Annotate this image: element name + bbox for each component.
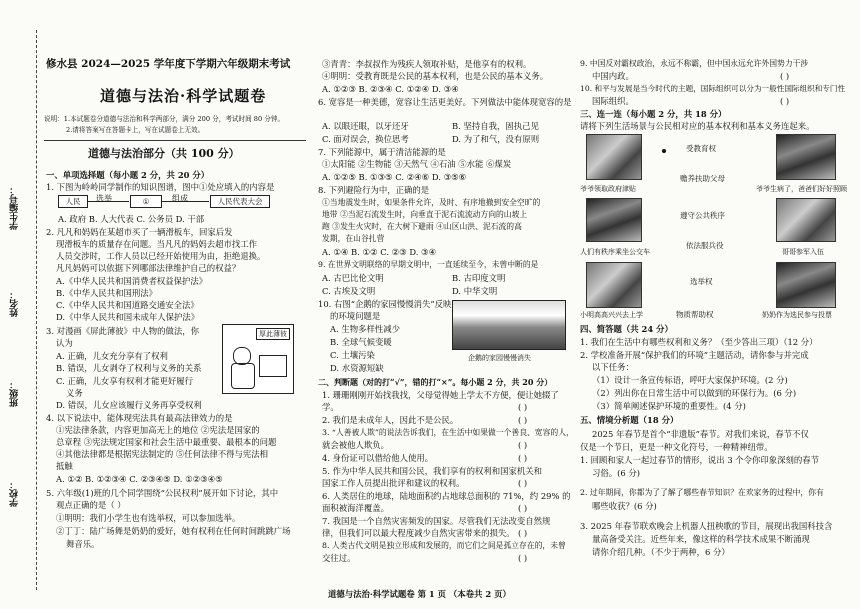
judge-10-paren: ( ) <box>780 96 790 106</box>
note-1: 说明：1.本试题卷分道德与法治和科学两部分，满分 200 分，考试时间 80 分钟。 <box>44 115 285 123</box>
p5-q1-line-1: 1. 回顾和家人一起过春节的情形，说出 3 个令你印象深刻的春节 <box>580 455 820 465</box>
q8-line-4: 发期，在山谷扎营 <box>322 234 385 243</box>
right-5: 选举权 <box>690 277 713 286</box>
q2-option-c: C.《中华人民共和国道路交通安全法》 <box>56 300 199 310</box>
judge-10a: 10. 和平与发展是当今时代的主题，国际组织可以分为一般性国际组织和专门性 <box>580 84 846 93</box>
p4-q2-line-1: 2. 学校准备开展“保护我们的环境”主题活动，请你参与并完成 <box>580 350 809 360</box>
q3-option-a: A. 正确，儿女充分享有了权利 <box>56 351 168 361</box>
q2-option-b: B.《中华人民共和国刑法》 <box>56 288 157 298</box>
judge-6b: 面积被海洋覆盖。 <box>322 503 389 513</box>
class-label: 班级： <box>10 380 20 407</box>
q3-option-c: C. 正确，儿女享有权利才能更好履行 <box>56 376 194 386</box>
p5-q2-line-2: 哪些收获？(6 分) <box>592 501 657 511</box>
q7-stem: 7. 下列能源中，属于清洁能源的是 <box>318 147 446 157</box>
penguin-caption: 企鹅的家园慢慢消失 <box>468 354 531 362</box>
scene-photo-1 <box>586 134 642 180</box>
q6-stem: 6. 宽容是一种美德，宽容让生活更美好。下列做法中能体现宽容的是 <box>318 97 572 107</box>
q4-line-1: 4. 以下说法中，能体现宪法具有最高法律效力的是 <box>46 413 233 423</box>
p4-task-3: （3）简单阐述保护环境的重要性。(4 分) <box>592 401 746 411</box>
judge-1a: 1. 珊珊刚刚开始找我找，父母觉得她上学太不方便，便让她辍了 <box>322 390 559 400</box>
q3-cartoon <box>222 324 294 394</box>
q4-line-5: 抵触 <box>56 461 73 471</box>
q9-option-a: A. 古巴比伦文明 <box>322 273 384 283</box>
q2-option-a: A.《中华人民共和国消费者权益保护法》 <box>56 276 208 286</box>
judge-9-paren: ( ) <box>780 71 790 81</box>
q3-cartoon-title: 厚此薄彼 <box>256 328 290 340</box>
right-2: 赡养扶助父母 <box>680 174 725 183</box>
judge-5b: 国家工作人员提出批评和建议的权利。 <box>322 478 465 488</box>
judge-10b: 国际组织。 <box>592 96 634 106</box>
judge-3-paren: ( ) <box>518 440 528 450</box>
judge-8b: 交往过。 <box>322 553 356 563</box>
judge-8-paren: ( ) <box>518 553 528 563</box>
connect-dot <box>662 149 666 153</box>
q5-cont-2: ④明明：受教育既是公民的基本权利，也是公民的基本义务。 <box>322 71 549 81</box>
cartoon-table <box>259 355 287 377</box>
caption-6: 奶奶作为选民参与投票 <box>762 311 832 319</box>
name-label: 姓名： <box>10 290 20 317</box>
judge-2: 2. 我们是未成年人，因此不是公民。 <box>322 415 459 425</box>
q4-line-4: ④其他法律都是根据宪法制定的 ⑤任何法律不得与宪法相 <box>56 449 269 459</box>
caption-1: 爷爷领取政府津贴 <box>580 185 636 193</box>
p4-task-1: （1）设计一条宣传标语，呼吁大家保护环境。(2 分) <box>592 375 788 385</box>
judge-9b: 中国内政。 <box>592 71 634 81</box>
page-footer: 道德与法治·科学试题卷 第 1 页 （本卷共 2 页） <box>328 589 511 599</box>
q5-cont-1: ③青青：李叔叔作为残疾人领取补贴，是他享有的权利。 <box>322 59 532 69</box>
q1-box-people: 人民 <box>58 195 88 208</box>
q9-option-d: D. 中华文明 <box>452 286 498 296</box>
p5-q2-line-1: 2. 过年期间，你都为了了解了哪些春节知识？在欢家务的过程中，你有 <box>580 488 824 497</box>
q6-option-c: C. 面对误会，换位思考 <box>322 134 409 144</box>
p5-q3-line-2: 量高备受关注。近些年来，像这样的科学技术成果不断涌现 <box>592 534 810 544</box>
q4-line-2: ①宪法律条款，内容更加高无上的地位 ②宪法是国家的 <box>56 425 260 435</box>
judge-5-paren: ( ) <box>518 478 528 488</box>
judge-6a: 6. 人类居住的地球，陆地面积约占地球总面积的 71%，约 29% 的 <box>322 491 571 501</box>
q5-line-4: ②丁丁：陆广场舞是奶奶的爱好，她有权利在任何时间跳跳广场 <box>56 526 291 536</box>
q2-line-3: 人员交涉时，工作人员以已经开始使用为由，拒绝退换。 <box>56 251 266 261</box>
q5-line-2: 观点正确的是（ ） <box>56 500 126 510</box>
binding-dashed-line <box>36 30 37 590</box>
right-1: 受教育权 <box>686 144 716 153</box>
right-3: 遵守公共秩序 <box>680 211 725 220</box>
q3-option-d: D. 错误，儿女应该履行义务再享受权利 <box>56 400 202 410</box>
q3-option-b: B. 错误，儿女剥夺了权利与义务的关系 <box>56 363 202 373</box>
q10-option-a: A. 生物多样性减少 <box>330 324 400 334</box>
judge-4-paren: ( ) <box>518 453 528 463</box>
caption-5: 小明高高兴兴去上学 <box>580 311 643 319</box>
q8-options: A. ①④ B. ①② C. ②③ D. ③④ <box>322 247 437 257</box>
binding-strip <box>0 0 46 609</box>
q6-option-a: A. 以眼还眼，以牙还牙 <box>322 121 409 131</box>
p5-q1-line-2: 习俗。(6 分) <box>592 468 641 478</box>
judge-3b: 就会被他人欺负。 <box>322 440 389 450</box>
p5-intro-2: 仅是一个节日，更是一种文化符号，一种精神纽带。 <box>580 442 773 452</box>
q10-option-c: C. 土壤污染 <box>330 350 375 360</box>
part3-title: 三、连一连（每小题 2 分，共 18 分） <box>580 109 727 119</box>
cartoon-figure-body <box>231 363 255 389</box>
q2-line-2: 现滑板车的质量存在问题。当凡凡的妈妈去超市找工作 <box>56 239 257 249</box>
q3-line-1: 3. 对漫画《屏此薄彼》中人物的做法，你 <box>46 326 200 336</box>
q1-label-form: 组成 <box>172 194 188 203</box>
p5-q3-line-1: 3. 2025 年春节联欢晚会上机器人扭秧歌的节目，展现出我国科技含 <box>580 521 833 531</box>
q9-stem: 9. 在世界文明联络的早期文明中，一直延续至今，未曾中断的是 <box>318 260 539 269</box>
judge-4: 4. 身份证可以借给他人使用。 <box>322 453 434 463</box>
q10-option-b: B. 全球气候变暖 <box>330 337 392 347</box>
scene-photo-6 <box>776 262 836 308</box>
p4-task-2: （2）列出你在日常生活中可以做到的环保行为。(6 分) <box>592 388 797 398</box>
q8-line-2: 地带 ②当泥石流发生时，向垂直于泥石流流动方向的山坡上 <box>322 210 528 219</box>
header-divider <box>44 140 306 141</box>
q4-options: A. ①② B. ①②③④ C. ②③④⑤ D. ①②③④⑤ <box>56 474 223 484</box>
part4-title: 四、简答题（共 24 分） <box>580 324 673 334</box>
paper-title: 道德与法治·科学试题卷 <box>100 87 267 105</box>
q2-option-d: D.《中华人民共和国未成年人保护法》 <box>56 312 200 322</box>
caption-3: 人们有秩序乘坐公交车 <box>580 248 650 256</box>
q9-option-b: B. 古印度文明 <box>452 273 506 283</box>
p5-q3-line-3: 请你介绍几种。（不少于两种，6 分） <box>592 547 730 557</box>
q1-stem: 1. 下图为岭岭同学制作的知识图谱，图中①处应填入的内容是 <box>46 182 275 192</box>
q8-line-1: ①当地震发生时，如果条件允许，及时、有序地撤到安全空旷的 <box>322 198 541 207</box>
judge-6-paren: ( ) <box>518 503 528 513</box>
q6-option-b: B. 坚持自我，固执己见 <box>452 121 539 131</box>
judge-9a: 9. 中国反对霸权政治，永远不称霸，但中国永远允许外国势力干涉 <box>580 59 809 68</box>
right-6: 物质帮助权 <box>676 310 714 319</box>
q1-box-blank: ① <box>130 195 162 208</box>
q4-line-3: 总章程 ③宪法规定国家和社会生活中最重要、最根本的问题 <box>56 437 277 447</box>
scene-photo-5 <box>586 262 642 308</box>
judge-2-paren: ( ) <box>518 415 528 425</box>
student-no-label: 学生编号： <box>10 185 20 230</box>
judge-8a: 8. 人类古代文明是独立形成和发展的，而它们之间是孤立存在的，未曾 <box>322 541 566 550</box>
caption-4: 哥哥参军入伍 <box>782 248 824 256</box>
q2-line-1: 2. 凡凡和妈妈在某超市买了一辆滑板车，回家后发 <box>46 227 233 237</box>
q8-stem: 8. 下列避险行为中，正确的是 <box>318 185 430 195</box>
judge-7a: 7. 我国是一个自然灾害频发的国家。尽管我们无法改变自然规 <box>322 516 551 526</box>
judge-1-paren: ( ) <box>518 402 528 412</box>
q8-line-3: 跑 ③发生火灾时，在大树下避雨 ④山区山洪、泥石流的高 <box>322 222 522 231</box>
q7-items: ①太阳能 ②生物能 ③天然气 ④石油 ⑤水能 ⑥煤炭 <box>322 159 512 169</box>
scene-photo-2 <box>776 134 836 180</box>
p5-intro-1: 2025 年春节是首个“非遗版”春节。对我们来说，春节不仅 <box>592 429 809 439</box>
penguin-photo <box>452 300 566 350</box>
judge-7-paren: ( ) <box>518 528 528 538</box>
section-title: 道德与法治部分（共 100 分） <box>88 147 240 160</box>
judge-5a: 5. 作为中华人民共和国公民，我们享有的权利和国家机关和 <box>322 466 543 476</box>
part1-title: 一、单项选择题（每小题 2 分，共 20 分） <box>46 170 210 180</box>
p4-q2-line-2: 以下任务： <box>592 362 634 372</box>
q5-line-1: 5. 六年级(1)班的几个同学围绕“公民权利”展开如下讨论，其中 <box>46 488 279 498</box>
q2-line-4: 凡凡妈妈可以依据下列哪部法律维护自己的权益？ <box>56 263 241 273</box>
q1-box-congress: 人民代表大会 <box>210 195 270 208</box>
q10-line-1: 10. 右图“企鹅的家园慢慢消失”反映 <box>318 299 452 309</box>
q5-line-5: 舞音乐。 <box>66 539 100 549</box>
p4-q1: 1. 我们在生活中有哪些权利和义务？（至少答出三项）（12 分） <box>580 337 818 347</box>
q6-option-d: D. 为了和气，没有原则 <box>452 134 540 144</box>
q10-line-2: 的环境问题是 <box>330 311 381 321</box>
q1-label-elect: 选举 <box>96 194 112 203</box>
part3-question: 请将下列生活场景与公民相对应的基本权利和基本义务连起来。 <box>580 121 815 131</box>
q5-line-3: ①明明：我们小学生也有选举权，可以参加选举。 <box>56 513 241 523</box>
school-label: 学校： <box>10 480 20 507</box>
scene-photo-4 <box>776 198 836 242</box>
q3-option-c-cont: 义务 <box>66 388 83 398</box>
exam-title: 修水县 2024—2025 学年度下学期六年级期末考试 <box>46 58 291 70</box>
q10-option-d: D. 水资源短缺 <box>330 363 384 373</box>
judge-7b: 律，但我们可以最大程度减少自然灾害带来的损失。 <box>322 528 515 538</box>
q3-line-2: 认为 <box>56 338 73 348</box>
scene-photo-3 <box>586 198 642 242</box>
part2-title: 二、判断题（对的打“√”，错的打“×”。每小题 2 分，共 20 分） <box>318 377 553 387</box>
judge-1b: 学。 <box>322 402 339 412</box>
q1-options: A. 政府 B. 人大代表 C. 公务员 D. 干部 <box>58 214 205 224</box>
note-2: 2.请将答案写在答题卡上，写在试题卷上无效。 <box>66 126 205 134</box>
q7-options: A. ①②⑤ B. ①③⑤ C. ②④⑥ D. ③⑤⑥ <box>322 172 467 182</box>
right-4: 依法服兵役 <box>686 241 724 250</box>
judge-3a: 3. “人善被人欺”的说法告诉我们，在生活中如果做一个善良、宽容的人， <box>322 428 574 437</box>
q5-options: A. ①②③ B. ②③④ C. ①②④ D. ③④ <box>322 84 459 94</box>
q9-option-c: C. 古埃及文明 <box>322 286 376 296</box>
caption-2: 爷爷生病了，爸爸们好好照顾 <box>756 185 847 193</box>
part5-title: 五、情境分析题（18 分） <box>580 415 679 425</box>
